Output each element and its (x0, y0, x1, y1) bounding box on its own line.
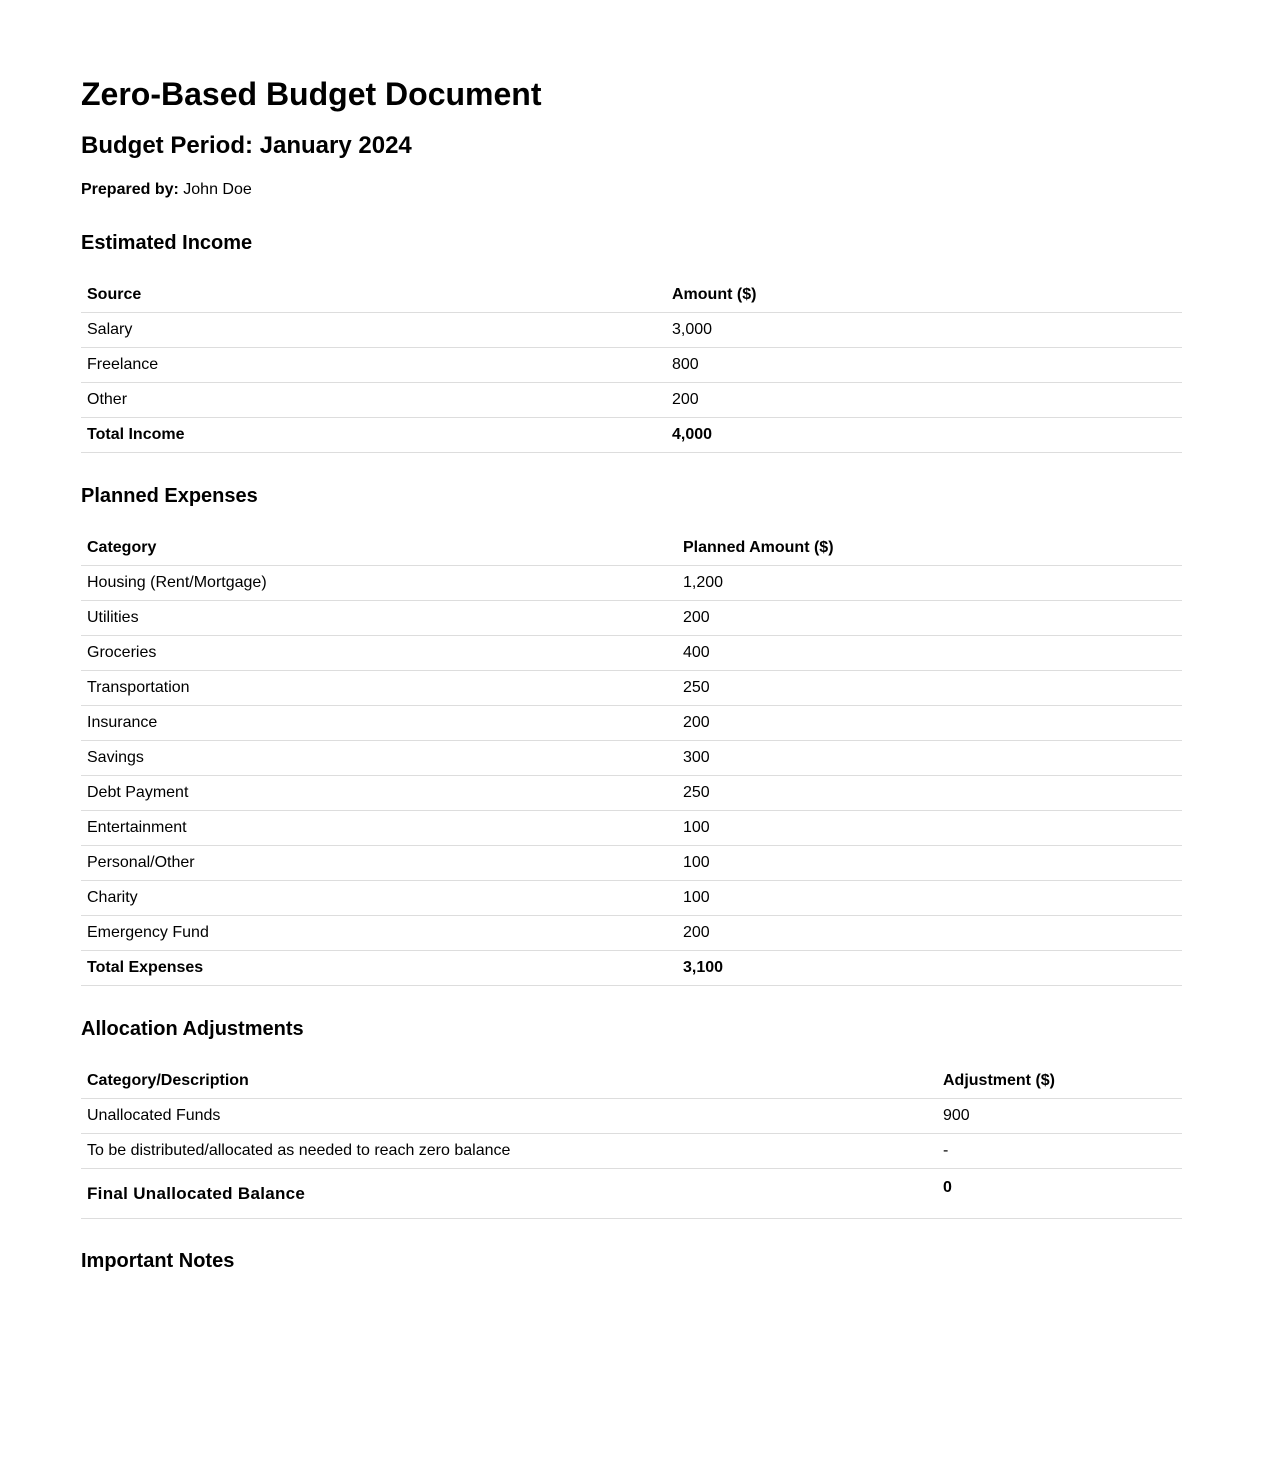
expense-amount: 1,200 (677, 566, 1182, 601)
prepared-by-name: John Doe (183, 181, 252, 198)
table-row (81, 846, 1182, 881)
allocation-table (81, 1064, 1182, 1219)
final-balance-row (81, 1169, 1182, 1219)
allocation-header-description: Category/Description (81, 1064, 937, 1099)
income-table (81, 278, 1182, 453)
expense-category: Housing (Rent/Mortgage) (81, 566, 677, 601)
income-source: Freelance (81, 348, 666, 383)
table-row (81, 636, 1182, 671)
document-title: Zero-Based Budget Document (81, 76, 542, 112)
allocation-header-row (81, 1064, 1182, 1099)
table-row (81, 1099, 1182, 1134)
final-balance-value: 0 (937, 1169, 1182, 1219)
allocation-adjustment: - (937, 1134, 1182, 1169)
allocation-heading: Allocation Adjustments (81, 1018, 304, 1040)
income-amount: 3,000 (666, 313, 1182, 348)
expense-amount: 100 (677, 881, 1182, 916)
expense-amount: 250 (677, 776, 1182, 811)
expense-amount: 100 (677, 811, 1182, 846)
expense-category: Utilities (81, 601, 677, 636)
expenses-header-amount: Planned Amount ($) (677, 531, 1182, 566)
table-row (81, 811, 1182, 846)
table-row (81, 1134, 1182, 1169)
expense-category: Personal/Other (81, 846, 677, 881)
allocation-description: To be distributed/allocated as needed to reach zero balance (81, 1134, 937, 1169)
expense-category: Entertainment (81, 811, 677, 846)
expense-category: Groceries (81, 636, 677, 671)
expense-amount: 250 (677, 671, 1182, 706)
expenses-total-label: Total Expenses (81, 951, 677, 986)
budget-period: Budget Period: January 2024 (81, 132, 412, 159)
expense-category: Transportation (81, 671, 677, 706)
income-heading: Estimated Income (81, 232, 253, 254)
income-total-label: Total Income (81, 418, 666, 453)
income-total-row (81, 418, 1182, 453)
income-header-row (81, 278, 1182, 313)
table-row (81, 916, 1182, 951)
notes-heading: Important Notes (81, 1250, 235, 1272)
expense-amount: 300 (677, 741, 1182, 776)
expenses-table (81, 531, 1182, 986)
prepared-by (81, 181, 1182, 199)
allocation-adjustment: 900 (937, 1099, 1182, 1134)
income-amount: 800 (666, 348, 1182, 383)
table-row (81, 383, 1182, 418)
prepared-by-label: Prepared by: (81, 181, 179, 198)
table-row (81, 671, 1182, 706)
expense-category: Emergency Fund (81, 916, 677, 951)
expenses-heading: Planned Expenses (81, 485, 258, 507)
expense-category: Savings (81, 741, 677, 776)
expenses-total-row (81, 951, 1182, 986)
income-amount: 200 (666, 383, 1182, 418)
expense-amount: 400 (677, 636, 1182, 671)
expense-category: Insurance (81, 706, 677, 741)
table-row (81, 313, 1182, 348)
expense-amount: 200 (677, 916, 1182, 951)
table-row (81, 348, 1182, 383)
income-source: Salary (81, 313, 666, 348)
table-row (81, 881, 1182, 916)
income-header-source: Source (81, 278, 666, 313)
expense-amount: 200 (677, 601, 1182, 636)
expense-amount: 200 (677, 706, 1182, 741)
expenses-header-row (81, 531, 1182, 566)
allocation-description: Unallocated Funds (81, 1099, 937, 1134)
expense-category: Charity (81, 881, 677, 916)
table-row (81, 566, 1182, 601)
table-row (81, 601, 1182, 636)
table-row (81, 741, 1182, 776)
table-row (81, 706, 1182, 741)
expense-amount: 100 (677, 846, 1182, 881)
income-header-amount: Amount ($) (666, 278, 1182, 313)
final-balance-label: Final Unallocated Balance (81, 1169, 937, 1219)
allocation-header-adjustment: Adjustment ($) (937, 1064, 1182, 1099)
income-total-value: 4,000 (666, 418, 1182, 453)
income-source: Other (81, 383, 666, 418)
table-row (81, 776, 1182, 811)
expense-category: Debt Payment (81, 776, 677, 811)
expenses-total-value: 3,100 (677, 951, 1182, 986)
expenses-header-category: Category (81, 531, 677, 566)
